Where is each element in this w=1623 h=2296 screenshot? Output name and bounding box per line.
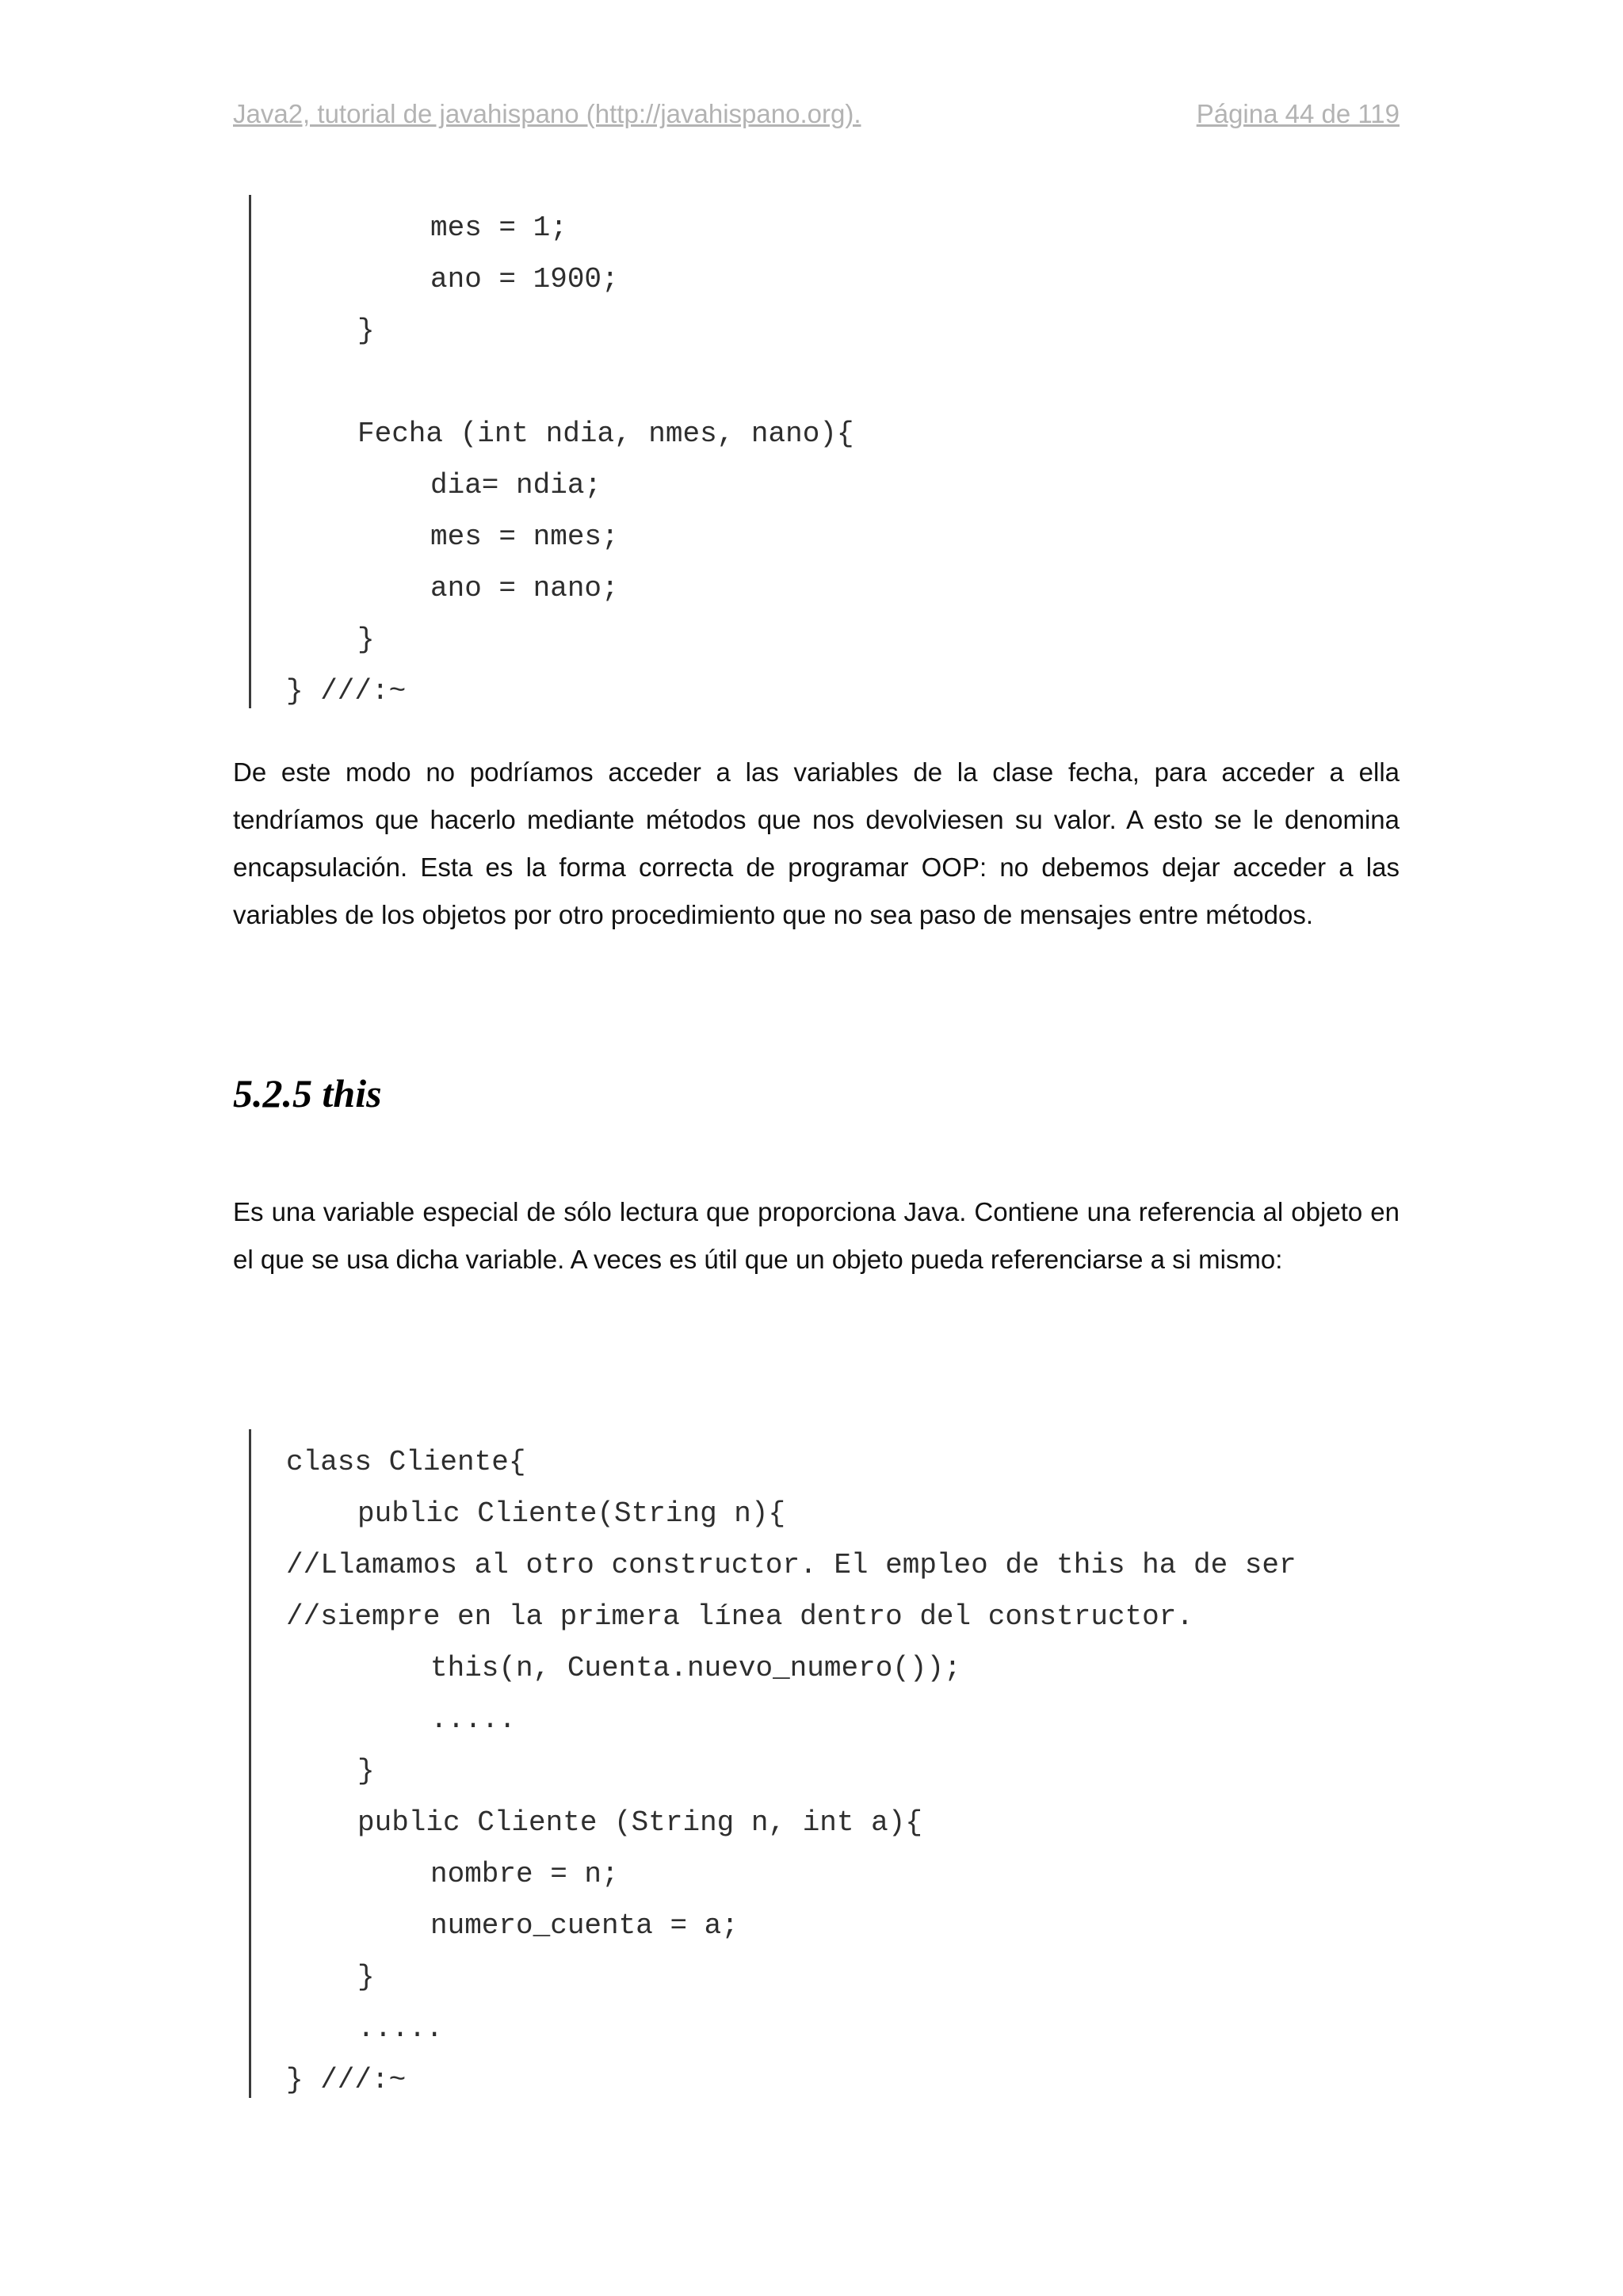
code-line: } [357, 624, 375, 656]
code-line: } ///:~ [286, 675, 407, 707]
header-page-number: Página 44 de 119 [1196, 99, 1400, 128]
code-line: } [357, 1755, 375, 1787]
code-line: mes = 1; [430, 212, 567, 244]
code-line: class Cliente{ [286, 1446, 526, 1478]
section-heading: 5.2.5 this [233, 1071, 382, 1116]
paragraph-this: Es una variable especial de sólo lectura que proporciona Java. Contiene una referencia al objeto en el que se usa dicha variable. A veces es útil que un objeto pueda referenciarse a si mismo: [233, 1197, 1400, 1274]
code-line: } [357, 1961, 375, 1993]
header-title-link[interactable]: Java2, tutorial de javahispano (http://javahispano.org). [233, 99, 861, 128]
code-line: ano = nano; [430, 572, 619, 605]
code-line: } ///:~ [286, 2064, 407, 2096]
code-line: //Llamamos al otro constructor. El empleo de this ha de ser [286, 1549, 1296, 1581]
code-line: public Cliente(String n){ [357, 1497, 786, 1530]
code-line: numero_cuenta = a; [430, 1909, 739, 1942]
code-line: //siempre en la primera línea dentro del constructor. [286, 1600, 1193, 1633]
code-line: Fecha (int ndia, nmes, nano){ [357, 418, 854, 450]
code-line: ..... [357, 2012, 444, 2045]
code-line: ano = 1900; [430, 263, 619, 296]
code-line: } [357, 315, 375, 347]
page-header [233, 97, 1400, 132]
paragraph-encapsulacion: De este modo no podríamos acceder a las variables de la clase fecha, para acceder a ella tendríamos que hacerlo mediante métodos que nos devolviesen su valor. A esto se le denomina encapsulación. Esta es la forma correcta de programar OOP: no debemos dejar acceder a las variables de los objetos por otro procedimiento que no sea paso de mensajes entre métodos. [233, 757, 1400, 929]
code-block-fecha [249, 195, 854, 708]
code-line: dia= ndia; [430, 469, 602, 502]
code-line: mes = nmes; [430, 521, 619, 553]
code-line: ..... [430, 1703, 517, 1736]
code-block-cliente [249, 1429, 1296, 2098]
code-line: nombre = n; [430, 1858, 619, 1890]
code-line: this(n, Cuenta.nuevo_numero()); [430, 1652, 961, 1684]
code-line: public Cliente (String n, int a){ [357, 1806, 922, 1839]
